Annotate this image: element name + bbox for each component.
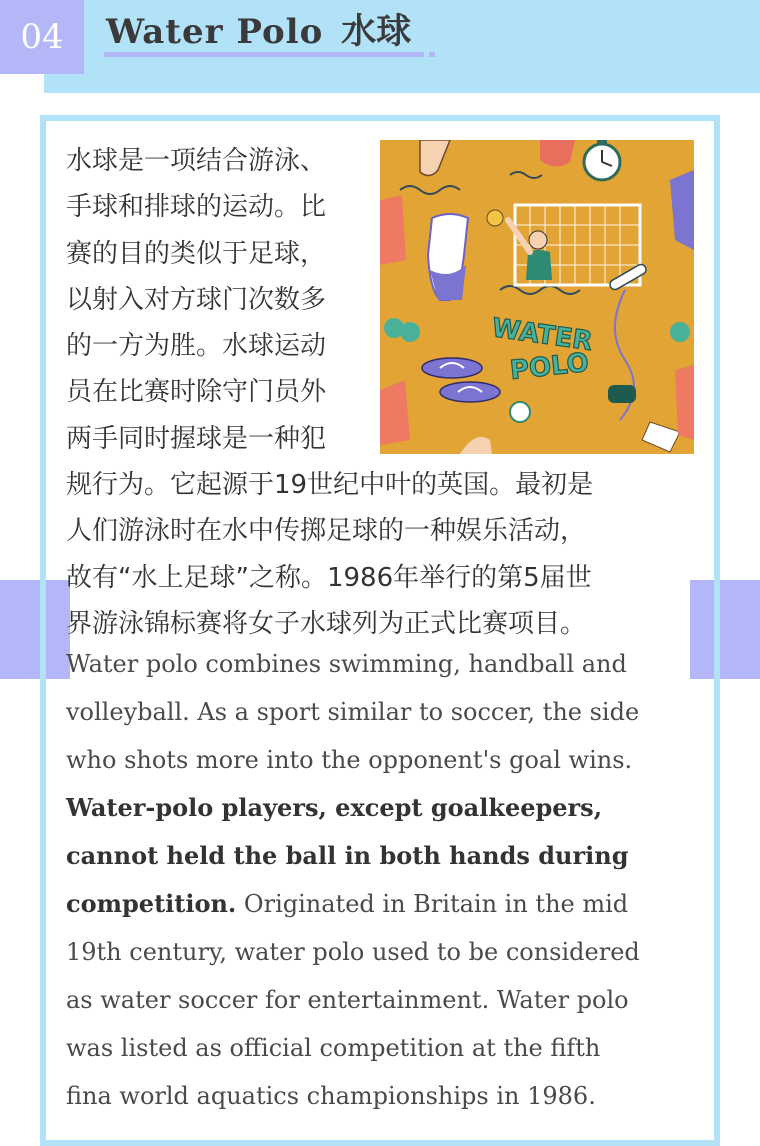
bold-text: cannot held the ball in both hands during xyxy=(66,841,629,870)
english-line: who shots more into the opponent's goal wins. xyxy=(66,746,633,774)
chinese-line: 规行为。它起源于19世纪中叶的英国。最初是 xyxy=(66,470,594,501)
chinese-line: 水球是一项结合游泳、 xyxy=(66,146,327,176)
english-line: 19th century, water polo used to be considered xyxy=(66,938,640,966)
title-underline-dot xyxy=(429,52,435,57)
title-underline xyxy=(104,52,424,57)
title-chinese: 水球 xyxy=(341,12,412,52)
bold-text: Water-polo players, except goalkeepers, xyxy=(66,793,603,822)
english-line xyxy=(66,880,696,928)
illustration-word-water: WATER xyxy=(489,313,595,358)
english-line: volleyball. As a sport similar to soccer, the side xyxy=(66,698,640,726)
english-line: Water polo combines swimming, handball and xyxy=(66,650,627,678)
chinese-line: 两手同时握球是一种犯 xyxy=(66,423,327,454)
water-polo-illustration xyxy=(380,140,694,454)
section-number: 04 xyxy=(0,0,84,74)
english-line-bold xyxy=(66,784,696,832)
english-paragraph xyxy=(66,640,696,1120)
chinese-line: 的一方为胜。水球运动 xyxy=(66,331,327,362)
english-line: was listed as official competition at the fifth xyxy=(66,1034,601,1062)
english-line-bold xyxy=(66,832,696,880)
english-line: fina world aquatics championships in 1986. xyxy=(66,1082,596,1110)
chinese-line: 人们游泳时在水中传掷足球的一种娱乐活动， xyxy=(66,516,587,547)
title-english: Water Polo xyxy=(106,12,324,52)
chinese-line: 手球和排球的运动。比 xyxy=(66,192,327,223)
chinese-line: 故有“水上足球”之称。1986年举行的第5届世 xyxy=(66,562,592,593)
chinese-line: 以射入对方球门次数多 xyxy=(66,284,327,315)
chinese-line: 赛的目的类似于足球， xyxy=(66,238,327,269)
bold-text: competition. xyxy=(66,889,237,918)
chinese-line: 员在比赛时除守门员外 xyxy=(66,377,327,408)
english-line: as water soccer for entertainment. Water polo xyxy=(66,986,629,1014)
illustration-word-polo: POLO xyxy=(508,347,591,387)
page-title xyxy=(106,4,411,54)
english-text: Originated in Britain in the mid xyxy=(236,890,629,918)
chinese-line: 界游泳锦标赛将女子水球列为正式比赛项目。 xyxy=(66,608,587,639)
